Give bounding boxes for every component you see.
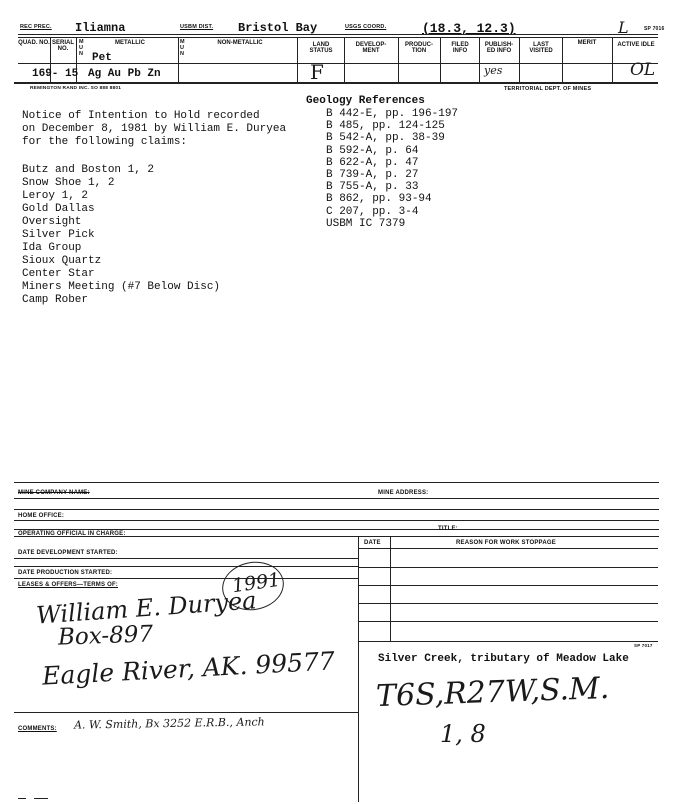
notice-line: on December 8, 1981 by William E. Duryea — [22, 123, 287, 135]
geology-ref: B 739-A, p. 27 — [326, 169, 419, 182]
geology-ref: B 592-A, p. 64 — [326, 144, 419, 157]
mine-address-label: MINE ADDRESS: — [378, 490, 429, 496]
notice-line: Notice of Intention to Hold recorded — [22, 110, 260, 122]
location-typed: Silver Creek, tributary of Meadow Lake — [378, 653, 629, 665]
col-metallic: METALLIC — [115, 40, 145, 46]
geology-ref: B 485, pp. 124-125 — [326, 120, 445, 133]
usbm-dist-value: Bristol Bay — [238, 21, 318, 35]
col-m2: M — [180, 39, 185, 45]
geology-refs — [326, 108, 458, 230]
col-n: N — [79, 51, 84, 57]
claim-item: Sioux Quartz — [22, 255, 102, 267]
mine-company-label: MINE COMPANY NAME: — [18, 490, 90, 496]
rec-prec-label: REC PREC. — [20, 24, 52, 30]
geology-ref: B 622-A, p. 47 — [326, 156, 419, 169]
metallic-top: Pet — [92, 52, 112, 64]
quad-serial-value: 169- 15 — [32, 68, 79, 80]
corner-mark: L — [618, 18, 629, 37]
date-production-label: DATE PRODUCTION STARTED: — [18, 570, 113, 576]
form-code-2: SP 7017 — [634, 643, 653, 648]
geology-ref: B 542-A, pp. 38-39 — [326, 132, 445, 145]
usgs-coord-label: USGS COORD. — [345, 24, 387, 30]
printer-line: REMINGTON RAND INC. SO 888 8801 — [30, 86, 122, 91]
col-u: U — [79, 45, 84, 51]
land-status-value: F — [310, 60, 324, 84]
rec-prec-value: Iliamna — [75, 21, 126, 35]
geology-ref: B 755-A, p. 33 — [326, 181, 419, 194]
geology-title: Geology References — [306, 95, 425, 107]
published-value: yes — [484, 64, 503, 77]
form-code: SP 7016 — [644, 26, 665, 32]
date-development-label: DATE DEVELOPMENT STARTED: — [18, 550, 118, 556]
territorial-text: TERRITORIAL DEPT. OF MINES — [504, 86, 592, 92]
handwritten-sections: 1, 8 — [440, 720, 486, 748]
handwritten-name: William E. Duryea — [35, 586, 258, 630]
claim-item: Miners Meeting (#7 Below Disc) — [22, 281, 221, 293]
handwritten-township: T6S,R27W,S.M. — [375, 670, 610, 715]
claim-item: Center Star — [22, 268, 95, 280]
stray-mark — [18, 798, 26, 799]
col-development: DEVELOP-MENT — [355, 42, 387, 54]
notice-text — [22, 110, 286, 149]
col-land-status: LAND STATUS — [309, 42, 333, 54]
metallic-value: Ag Au Pb Zn — [88, 68, 161, 80]
col-u2: U — [180, 45, 185, 51]
circled-year: 1991 — [230, 568, 282, 598]
geology-ref: C 207, pp. 3-4 — [326, 205, 419, 218]
col-m: M — [79, 39, 84, 45]
geology-ref: B 862, pp. 93-94 — [326, 193, 432, 206]
usbm-dist-label: USBM DIST. — [180, 24, 214, 30]
active-mark: OL — [630, 60, 656, 80]
col-active-idle: ACTIVE IDLE — [617, 42, 655, 48]
col-filed-info: FILED INFO — [451, 42, 469, 54]
col-quad-no: QUAD. NO. — [18, 40, 50, 46]
claim-item: Gold Dallas — [22, 203, 95, 215]
claim-item: Silver Pick — [22, 229, 95, 241]
reason-col-label: REASON FOR WORK STOPPAGE — [456, 540, 556, 546]
title-label: TITLE: — [438, 526, 458, 532]
col-last-visited: LAST VISITED — [529, 42, 553, 54]
leases-label: LEASES & OFFERS—TERMS OF: — [18, 582, 119, 588]
claim-item: Camp Rober — [22, 294, 89, 306]
col-merit: MERIT — [577, 40, 597, 46]
col-non-metallic: NON-METALLIC — [217, 40, 263, 46]
handwritten-comments: A. W. Smith, Bx 3252 E.R.B., Anch — [73, 715, 265, 732]
comments-label: COMMENTS: — [18, 726, 57, 732]
geology-ref: USBM IC 7379 — [326, 217, 406, 230]
claim-item: Ida Group — [22, 242, 82, 254]
handwritten-city: Eagle River, AK. 99577 — [41, 646, 336, 691]
col-serial-no: SERIAL NO. — [51, 40, 74, 52]
claim-item: Butz and Boston 1, 2 — [22, 164, 155, 176]
operating-official-label: OPERATING OFFICIAL IN CHARGE: — [18, 531, 126, 537]
col-production: PRODUC-TION — [405, 42, 433, 54]
claims-list — [22, 164, 220, 307]
handwritten-box: Box-897 — [57, 621, 154, 651]
geology-ref: B 442-E, pp. 196-197 — [326, 108, 459, 120]
notice-line: for the following claims: — [22, 136, 188, 148]
claim-item: Snow Shoe 1, 2 — [22, 177, 115, 189]
usgs-coord-value: (18.3, 12.3) — [422, 21, 516, 36]
claim-item: Oversight — [22, 216, 82, 228]
claim-item: Leroy 1, 2 — [22, 190, 89, 202]
stray-mark — [34, 798, 48, 799]
col-published-info: PUBLISH-ED INFO — [484, 42, 514, 54]
home-office-label: HOME OFFICE: — [18, 513, 65, 519]
date-col-label: DATE — [364, 540, 381, 546]
col-n2: N — [180, 51, 185, 57]
